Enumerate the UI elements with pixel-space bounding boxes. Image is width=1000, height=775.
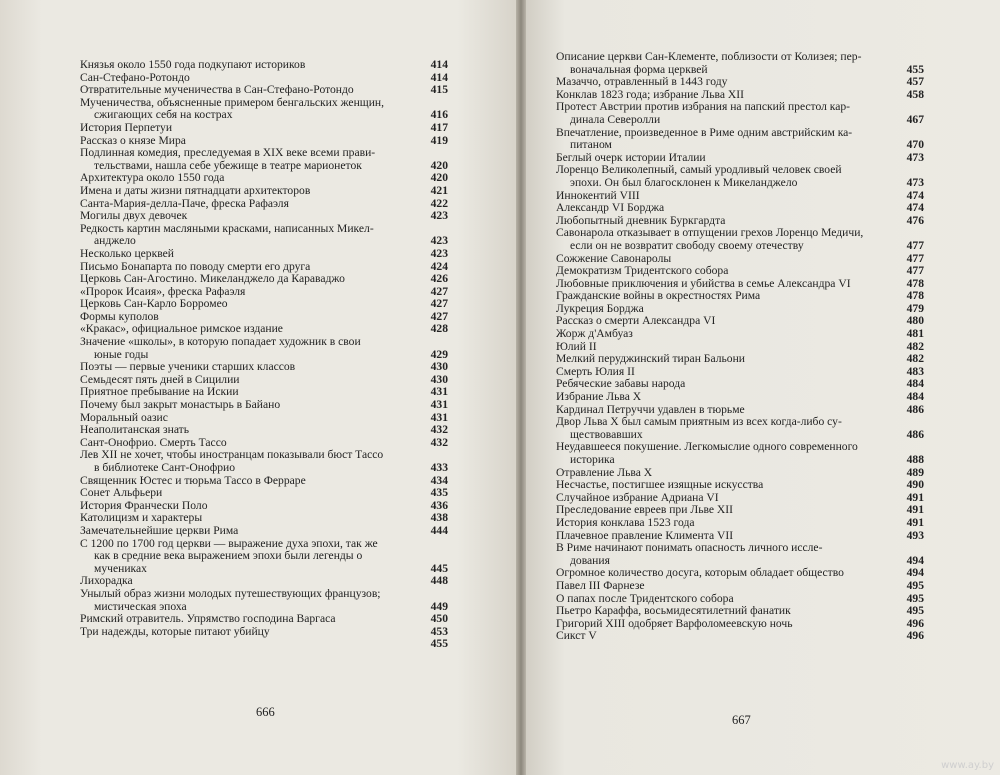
toc-entry-title [556, 618, 898, 631]
toc-entry-continuation: если он не возвратит свободу своему отечеству [570, 238, 804, 252]
toc-entry-text: Мазаччо, отравленный в 1443 году [556, 75, 728, 89]
toc-entry-title [556, 328, 898, 341]
toc-entry-text: Церковь Сан-Карло Борромео [80, 297, 228, 311]
toc-entry-page: 414 [430, 58, 448, 71]
toc-entry-continuation: как в средние века выражением эпохи были легенды о мучениках [94, 549, 363, 575]
toc-entry-text: Павел III Фарнезе [556, 578, 645, 592]
toc-entry-page: 484 [906, 390, 924, 404]
toc-entry-text: Подлинная комедия, преследуемая в XIX веке всеми прави- [80, 146, 376, 160]
toc-entry-title [80, 538, 422, 576]
toc-entry-continuation: питаном [570, 138, 612, 152]
toc-entry-text: Церковь Сан-Агостино. Микеланджело да Караваджо [80, 272, 345, 286]
toc-entry-page: 421 [430, 183, 448, 197]
toc-entry-page: 483 [906, 364, 924, 378]
toc-entry-text: Мученичества, объясненные примером бенгальских женщин, [80, 95, 385, 109]
toc-entry-text: Рассказ о князе Мира [80, 133, 186, 147]
toc-entry [80, 223, 448, 248]
toc-entry-title [80, 97, 422, 122]
toc-entry-text: Конклав 1823 года; избрание Льва XII [556, 87, 744, 101]
toc-entry-title [556, 416, 898, 441]
toc-entry-text: Имена и даты жизни пятнадцати архитекторов [80, 183, 311, 197]
toc-entry-page: 431 [430, 410, 448, 424]
toc-entry-text: Замечательнейшие церкви Рима [80, 523, 239, 537]
toc-entry-page: 445 [430, 561, 448, 575]
toc-entry-title [80, 588, 422, 613]
toc-entry-text: С 1200 по 1700 год церкви — выражение духа эпохи, так же [80, 536, 378, 550]
toc-entry-page: 496 [906, 629, 924, 643]
toc-entry-text: Ребяческие забавы народа [556, 377, 686, 391]
toc-entry-text: Римский отравитель. Упрямство господина Варгаса [80, 612, 336, 626]
toc-entry-title [556, 630, 898, 643]
toc-entry [556, 542, 924, 567]
toc-trailing-page [80, 638, 448, 651]
toc-entry-title [556, 164, 898, 189]
toc-entry-text: Формы куполов [80, 309, 159, 323]
toc-entry-text: Могилы двух девочек [80, 209, 188, 223]
toc-entry-title [80, 626, 422, 639]
toc-entry-text: Сант-Онофрио. Смерть Тассо [80, 435, 227, 449]
toc-entry-text: Князья около 1550 года подкупают историков [80, 58, 306, 71]
toc-entry-text: Сожжение Савонаролы [556, 251, 672, 265]
toc-entry-page: 448 [430, 574, 448, 588]
toc-entry-text: Смерть Юлия II [556, 364, 635, 378]
toc-entry-page: 470 [906, 138, 924, 152]
toc-entry-text: Почему был закрыт монастырь в Байано [80, 398, 281, 412]
toc-entry-text: «Пророк Исаия», фреска Рафаэля [80, 284, 246, 298]
toc-entry [80, 97, 448, 122]
toc-entry-continuation: ществовавших [570, 427, 643, 441]
toc-entry-page: 438 [430, 511, 448, 525]
toc-entry-page: 486 [906, 402, 924, 416]
toc-entry-page: 423 [430, 234, 448, 248]
toc-entry-text: Санта-Мария-делла-Паче, фреска Рафаэля [80, 196, 289, 210]
toc-entry-page: 478 [906, 289, 924, 303]
toc-entry-page: 426 [430, 272, 448, 286]
toc-entry-text: В Риме начинают понимать опасность личного иссле- [556, 541, 823, 555]
toc-entry-page: 424 [430, 259, 448, 273]
toc-entry-title [556, 127, 898, 152]
toc-entry-text: Демократизм Тридентского собора [556, 264, 729, 278]
toc-entry-page: 434 [430, 473, 448, 487]
toc-entry-text: Избрание Льва X [556, 390, 642, 404]
toc-entry [556, 164, 924, 189]
toc-entry-page: 474 [906, 201, 924, 215]
toc-entry-page: 491 [906, 490, 924, 504]
toc-entry-page: 429 [430, 347, 448, 361]
toc-entry-text: Двор Льва X был самым приятным из всех когда-либо су- [556, 415, 842, 429]
toc-entry-page: 479 [906, 301, 924, 315]
toc-entry-text: Сикст V [556, 629, 597, 643]
watermark: www.ay.by [941, 760, 994, 771]
toc-entry-continuation: динала Северолли [570, 112, 661, 126]
toc-entry-page: 495 [906, 578, 924, 592]
toc-entry-text: Несчастье, постигшее изящные искусства [556, 478, 764, 492]
toc-entry-text: Иннокентий VIII [556, 188, 640, 202]
toc-entry-text: Любовные приключения и убийства в семье Александра VI [556, 276, 851, 290]
toc-entry-page: 477 [906, 264, 924, 278]
toc-entry-text: Беглый очерк истории Италии [556, 150, 706, 164]
toc-entry-continuation: анджело [94, 234, 136, 248]
toc-entry-page: 478 [906, 276, 924, 290]
toc-entry-text: Отравление Льва X [556, 465, 653, 479]
toc-entry-title [556, 227, 898, 252]
toc-entry-text: Архитектура около 1550 года [80, 171, 225, 185]
toc-entry-text: О папах после Тридентского собора [556, 591, 734, 605]
page-number-right: 667 [732, 713, 751, 727]
toc-entry [80, 538, 448, 576]
toc-entry-title [80, 449, 422, 474]
toc-entry-page: 431 [430, 398, 448, 412]
toc-entry-page: 432 [430, 435, 448, 449]
toc-entry-text: Неаполитанская знать [80, 423, 190, 437]
toc-entry-text: Любопытный дневник Буркгардта [556, 213, 726, 227]
toc-entry-page: 484 [906, 377, 924, 391]
toc-entry-text: Лихорадка [80, 574, 133, 588]
toc-entry-page: 495 [906, 591, 924, 605]
book-gutter [516, 0, 526, 775]
toc-entry [556, 101, 924, 126]
toc-entry [80, 336, 448, 361]
toc-entry-text: Редкость картин масляными красками, написанных Микел- [80, 221, 374, 235]
toc-entry-page: 430 [430, 372, 448, 386]
toc-entry-text: Юлий II [556, 339, 597, 353]
toc-entry-text: Письмо Бонапарта по поводу смерти его друга [80, 259, 311, 273]
toc-entry-page: 455 [430, 637, 448, 651]
toc-entry-text: Католицизм и характеры [80, 511, 203, 525]
toc-entry-page: 444 [430, 523, 448, 537]
toc-entry-page: 491 [906, 515, 924, 529]
toc-entry-page: 495 [906, 604, 924, 618]
toc-entry-text: Случайное избрание Адриана VI [556, 490, 719, 504]
toc-entry-title [80, 336, 422, 361]
table-of-contents-right [556, 51, 924, 643]
toc-entry-page: 427 [430, 284, 448, 298]
toc-entry-text: Гражданские войны в окрестностях Рима [556, 289, 761, 303]
toc-entry-text: Сан-Стефано-Ротондо [80, 70, 190, 84]
toc-entry-text: Семьдесят пять дней в Сицилии [80, 372, 240, 386]
toc-entry-page: 453 [430, 624, 448, 638]
toc-entry-text: Огромное количество досуга, которым обладает общество [556, 566, 844, 580]
toc-entry [556, 416, 924, 441]
toc-entry-text: Унылый образ жизни молодых путешествующих французов; [80, 586, 381, 600]
toc-entry [556, 227, 924, 252]
toc-entry-page: 482 [906, 339, 924, 353]
toc-entry-text: Описание церкви Сан-Клементе, поблизости от Колизея; пер- [556, 50, 862, 63]
toc-entry [556, 328, 924, 341]
toc-entry-page: 486 [906, 427, 924, 441]
toc-entry-page: 450 [430, 612, 448, 626]
toc-entry-text: Поэты — первые ученики старших классов [80, 360, 296, 374]
toc-entry-page: 477 [906, 238, 924, 252]
toc-entry-page: 419 [430, 133, 448, 147]
toc-entry-title [556, 441, 898, 466]
toc-entry-page: 432 [430, 423, 448, 437]
toc-entry [556, 127, 924, 152]
toc-entry [80, 449, 448, 474]
toc-entry-continuation: дования [570, 553, 610, 567]
toc-entry-title [80, 223, 422, 248]
toc-entry-continuation: эпохи. Он был благосклонен к Микеланджело [570, 175, 798, 189]
toc-entry-page: 423 [430, 209, 448, 223]
toc-entry-page: 427 [430, 297, 448, 311]
toc-entry-page: 473 [906, 175, 924, 189]
page-number-left: 666 [256, 705, 275, 719]
toc-entry-text: Приятное пребывание на Искии [80, 385, 239, 399]
table-of-contents-left [80, 59, 448, 651]
toc-entry-page: 422 [430, 196, 448, 210]
toc-entry-page: 476 [906, 213, 924, 227]
toc-entry-page: 494 [906, 553, 924, 567]
toc-entry-text: Александр VI Борджа [556, 201, 665, 215]
toc-entry-page: 457 [906, 75, 924, 89]
toc-entry [556, 618, 924, 631]
toc-entry-text: Три надежды, которые питают убийцу [80, 624, 270, 638]
toc-entry [80, 588, 448, 613]
toc-entry-text: Моральный оазис [80, 410, 168, 424]
toc-entry-page: 458 [906, 87, 924, 101]
toc-entry-page: 481 [906, 327, 924, 341]
toc-entry-page: 449 [430, 599, 448, 613]
toc-entry-title [556, 101, 898, 126]
toc-entry-title [80, 147, 422, 172]
toc-entry-page: 482 [906, 352, 924, 366]
toc-entry-text: История Франчески Поло [80, 498, 208, 512]
toc-entry-text: Несколько церквей [80, 246, 174, 260]
toc-entry-page: 488 [906, 453, 924, 466]
toc-entry-text: История конклава 1523 года [556, 515, 695, 529]
toc-entry-page: 467 [906, 112, 924, 126]
toc-entry-text: Лукреция Борджа [556, 301, 644, 315]
toc-entry-page: 436 [430, 498, 448, 512]
toc-entry-text: Лев XII не хочет, чтобы иностранцам показывали бюст Тассо [80, 448, 384, 462]
toc-entry-page: 473 [906, 150, 924, 164]
toc-entry-page: 435 [430, 486, 448, 500]
toc-entry-text: Савонарола отказывает в отпущении грехов Лоренцо Медичи, [556, 226, 864, 240]
toc-entry-text: Впечатление, произведенное в Риме одним австрийским ка- [556, 125, 853, 139]
toc-entry-page: 491 [906, 503, 924, 517]
toc-entry-page: 416 [430, 108, 448, 122]
toc-entry-page: 477 [906, 251, 924, 265]
toc-entry-text: Отвратительные мученичества в Сан-Стефано-Ротондо [80, 83, 354, 97]
toc-entry-page: 428 [430, 322, 448, 336]
toc-entry [556, 51, 924, 76]
toc-entry-page: 427 [430, 309, 448, 323]
toc-entry-text: Священник Юстес и тюрьма Тассо в Ферраре [80, 473, 306, 487]
toc-entry-page: 490 [906, 478, 924, 492]
toc-entry-text: Пьетро Караффа, восьмидесятилетний фанатик [556, 604, 791, 618]
toc-entry-continuation: сжигающих себя на кострах [94, 108, 233, 122]
toc-entry-text: Неудавшееся покушение. Легкомыслие одного современного [556, 440, 858, 454]
toc-entry-page: 431 [430, 385, 448, 399]
toc-entry-page: 415 [430, 83, 448, 97]
toc-entry [556, 441, 924, 466]
toc-entry-page: 420 [430, 158, 448, 172]
toc-entry [556, 630, 924, 643]
toc-entry-text: История Перпетуи [80, 120, 173, 134]
toc-entry-continuation: историка [570, 453, 615, 466]
toc-entry-text: Протест Австрии против избрания на папский престол кар- [556, 100, 851, 114]
toc-entry-page: 480 [906, 314, 924, 328]
toc-entry-continuation: мистическая эпоха [94, 599, 187, 613]
toc-entry-page: 423 [430, 246, 448, 260]
toc-entry-text: Лоренцо Великолепный, самый уродливый человек своей [556, 163, 842, 177]
toc-entry-page: 417 [430, 120, 448, 134]
toc-entry-page: 474 [906, 188, 924, 202]
toc-entry-text: Мелкий перуджинский тиран Бальони [556, 352, 745, 366]
toc-entry-page: 433 [430, 461, 448, 474]
toc-entry-page: 455 [906, 62, 924, 76]
toc-entry-title [556, 542, 898, 567]
toc-entry-page: 496 [906, 616, 924, 630]
toc-entry-text: Григорий XIII одобряет Варфоломеевскую ночь [556, 616, 793, 630]
toc-entry-text: Кардинал Петруччи удавлен в тюрьме [556, 402, 745, 416]
toc-entry-continuation: в библиотеке Сант-Онофрио [94, 461, 236, 474]
toc-entry-page: 420 [430, 171, 448, 185]
toc-entry-page: 493 [906, 528, 924, 542]
toc-entry-text: Плачевное правление Климента VII [556, 528, 734, 542]
toc-entry-text: Рассказ о смерти Александра VI [556, 314, 716, 328]
toc-entry [80, 147, 448, 172]
toc-entry-continuation: юные годы [94, 347, 149, 361]
toc-entry-continuation: воначальная форма церквей [570, 62, 708, 76]
toc-entry-page: 489 [906, 465, 924, 479]
toc-entry-page: 494 [906, 566, 924, 580]
toc-entry [80, 626, 448, 639]
toc-entry-text: Жорж д'Амбуаз [556, 327, 633, 341]
toc-entry-page: 414 [430, 70, 448, 84]
toc-entry-continuation: тельствами, нашла себе убежище в театре марионеток [94, 158, 362, 172]
toc-entry-page: 430 [430, 360, 448, 374]
toc-entry-text: «Кракас», официальное римское издание [80, 322, 283, 336]
toc-entry-text: Преследование евреев при Льве XII [556, 503, 734, 517]
toc-entry-title [556, 51, 898, 76]
toc-entry-text: Сонет Альфьери [80, 486, 163, 500]
toc-entry-text: Значение «школы», в которую попадает художник в свои [80, 335, 361, 349]
